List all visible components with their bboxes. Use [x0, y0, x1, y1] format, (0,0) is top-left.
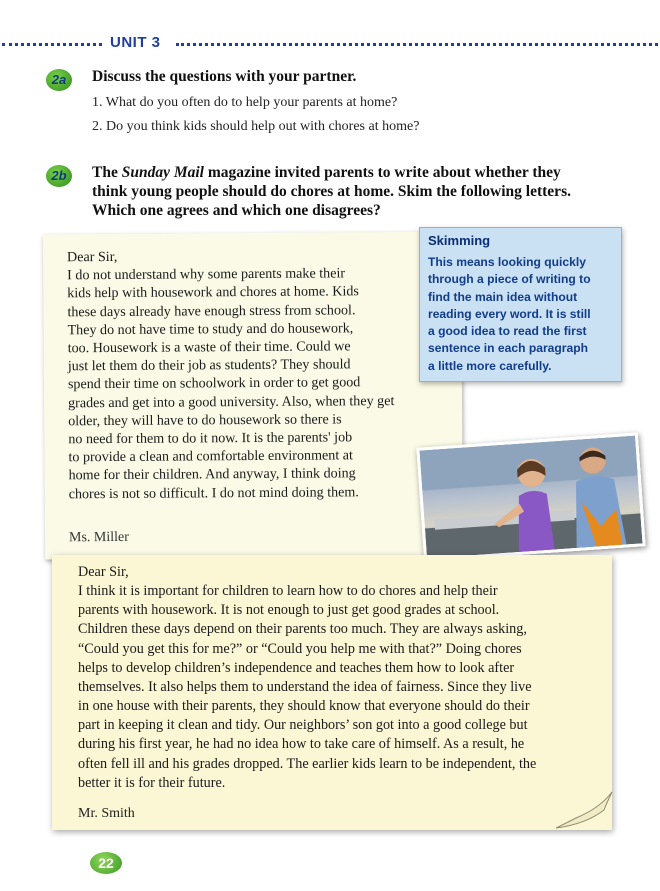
skimming-line: reading every word. It is still — [428, 306, 591, 321]
skimming-tip-box — [419, 227, 622, 382]
letter-1-line: chores is not so difficult. I do not mind doing them. — [68, 483, 359, 502]
skimming-line: a little more carefully. — [428, 358, 552, 373]
letter-1-line: I do not understand why some parents make their — [67, 265, 346, 284]
letter-2-body — [78, 563, 598, 793]
letter-2-salutation: Dear Sir, — [78, 564, 129, 580]
letter-2-line: I think it is important for children to learn how to do chores and help their — [78, 583, 498, 600]
section-2a-heading: Discuss the questions with your partner. — [92, 68, 357, 85]
letter-2-line: part in keeping it clean and tidy. Our neighbors’ son got into a good college but — [78, 717, 528, 734]
skimming-line: through a piece of writing to — [428, 272, 591, 287]
letter-1-line: home for their children. And anyway, I think doing — [68, 465, 356, 484]
letter-1-line: kids help with housework and chores at home. Kids — [67, 283, 359, 302]
unit-label: UNIT 3 — [110, 34, 161, 51]
letter-2-line: during his first year, he had no idea how to take care of himself. As a result, he — [78, 736, 525, 753]
unit-header — [0, 34, 660, 54]
section-2b-heading — [92, 163, 571, 220]
page-number: 22 — [90, 852, 122, 874]
family-photo — [416, 432, 645, 561]
badge-2a: 2a — [46, 69, 72, 91]
question-1: 1. What do you often do to help your parents at home? — [92, 95, 398, 110]
question-2: 2. Do you think kids should help out with chores at home? — [92, 119, 420, 134]
section-2b-heading-line-3: Which one agrees and which one disagrees? — [92, 202, 381, 219]
letter-2-signature: Mr. Smith — [78, 806, 135, 821]
letter-1-line: no need for them to do it now. It is the parents' job — [68, 429, 353, 448]
letter-1-line: too. Housework is a waste of their time. Could we — [67, 338, 351, 357]
dotted-rule-left — [2, 43, 102, 46]
skimming-body — [428, 254, 618, 375]
page-curl-icon — [556, 790, 614, 830]
letter-2-line: better it is for their future. — [78, 774, 226, 791]
letter-1-line: to provide a clean and comfortable environment at — [68, 447, 353, 466]
letter-1-line: They do not have time to study and do housework, — [67, 320, 354, 339]
letter-1-salutation: Dear Sir, — [66, 248, 118, 266]
skimming-line: a good idea to read the first — [428, 324, 587, 339]
letter-1-line: spend their time on schoolwork in order to get good — [67, 374, 361, 393]
magazine-title: Sunday Mail — [121, 164, 204, 181]
letter-ms-miller — [43, 232, 463, 560]
letter-2-line: themselves. It also helps them to understand the idea of fairness. Since they live — [78, 678, 532, 695]
dotted-rule-right — [176, 43, 658, 46]
letter-mr-smith — [52, 555, 612, 830]
letter-1-signature: Ms. Miller — [68, 529, 129, 546]
section-2b-heading-line-1: The Sunday Mail magazine invited parents to write about whether they — [92, 164, 561, 181]
skimming-line: This means looking quickly — [428, 255, 586, 269]
skimming-line: sentence in each paragraph — [428, 341, 588, 356]
letter-2-line: parents with housework. It is not enough to just get good grades at school. — [78, 602, 500, 619]
letter-1-line: these days already have enough stress from school. — [67, 301, 356, 320]
letter-2-line: Children these days depend on their parents too much. They are always asking, — [78, 621, 527, 638]
skimming-line: find the main idea without — [428, 289, 578, 304]
badge-2b: 2b — [46, 165, 72, 187]
letter-2-line: often fell ill and his grades dropped. The earlier kids learn to be independent, the — [78, 755, 537, 772]
letter-1-line: older, they will have to do housework so there is — [68, 411, 342, 430]
letter-1-line: just let them do their job as students? They should — [67, 356, 351, 375]
letter-1-line: grades and get into a good university. Also, when they get — [67, 392, 395, 411]
family-washing-dishes-icon — [419, 436, 642, 559]
letter-2-line: “Could you get this for me?” or “Could you help me with that?” Doing chores — [78, 640, 522, 657]
letter-2-line: in one house with their parents, they should know that everyone should do their — [78, 698, 530, 715]
letter-2-line: helps to develop children’s independence and teaches them how to look after — [78, 659, 515, 676]
skimming-title: Skimming — [428, 233, 491, 248]
letter-1-body — [67, 246, 469, 504]
section-2b-heading-line-2: think young people should do chores at home. Skim the following letters. — [92, 183, 571, 200]
